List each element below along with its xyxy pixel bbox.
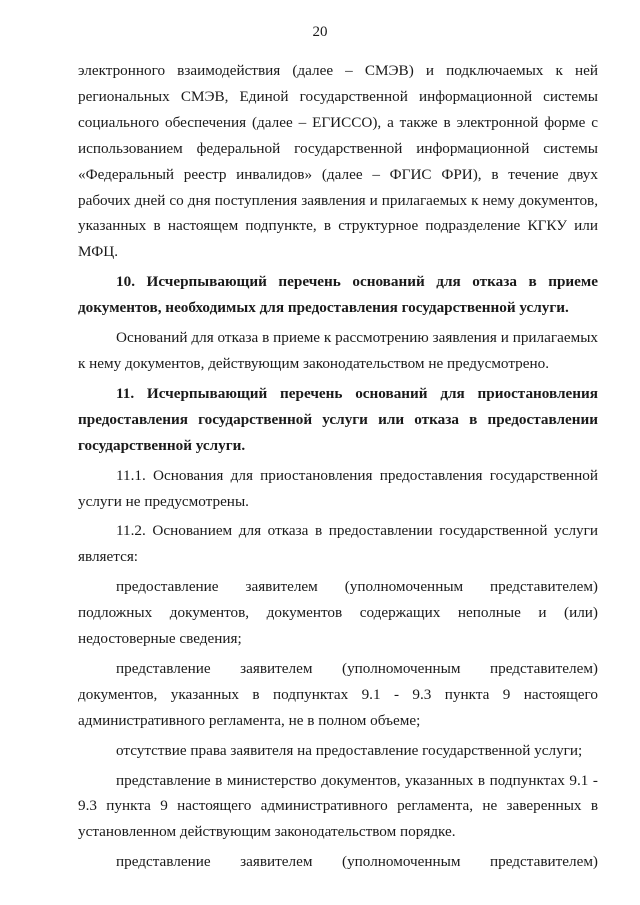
document-body xyxy=(78,58,598,875)
section-11-heading: 11. Исчерпывающий перечень оснований для приостановления предоставления государственной услуги или отказа в предоставлении государственной услуги. xyxy=(78,384,598,454)
section-10-text: Оснований для отказа в приеме к рассмотрению заявления и прилагаемых к нему документов, действующим законодательством не предусмотрено. xyxy=(78,329,598,372)
refusal-ground-1: предоставление заявителем (уполномоченным представителем) подложных документов, документов содержащих неполные и (или) недостоверные сведения; xyxy=(78,578,598,648)
refusal-ground-4: представление в министерство документов, указанных в подпунктах 9.1 - 9.3 пункта 9 настоящего административного регламента, не заверенных в установленном действующим законодательством порядке. xyxy=(78,771,598,841)
section-11-2-text: 11.2. Основанием для отказа в предоставлении государственной услуги является: xyxy=(78,522,598,566)
section-11-1-text: 11.1. Основания для приостановления предоставления государственной услуги не предусмотрены. xyxy=(78,466,598,510)
refusal-ground-3: отсутствие права заявителя на предоставление государственной услуги; xyxy=(116,741,583,759)
page-number: 20 xyxy=(312,24,328,40)
refusal-ground-5: представление заявителем (уполномоченным представителем) xyxy=(116,853,598,871)
paragraph-continuation: электронного взаимодействия (далее – СМЭВ) и подключаемых к ней региональных СМЭВ, Единой государственной информационной системы социального обеспечения (далее – ЕГИССО), а также в электронной форме с использованием федеральной государственной информационной системы «Федеральный реестр инвалидов» (далее – ФГИС ФРИ), в течение двух рабочих дней со дня поступления заявления и прилагаемых к нему документов, указанных в настоящем подпункте, в структурное подразделение КГКУ или МФЦ. xyxy=(78,62,598,261)
refusal-ground-2: представление заявителем (уполномоченным представителем) документов, указанных в подпунктах 9.1 - 9.3 пункта 9 настоящего административного регламента, не в полном объеме; xyxy=(78,659,598,729)
section-10-heading: 10. Исчерпывающий перечень оснований для отказа в приеме документов, необходимых для предоставления государственной услуги. xyxy=(78,273,598,317)
